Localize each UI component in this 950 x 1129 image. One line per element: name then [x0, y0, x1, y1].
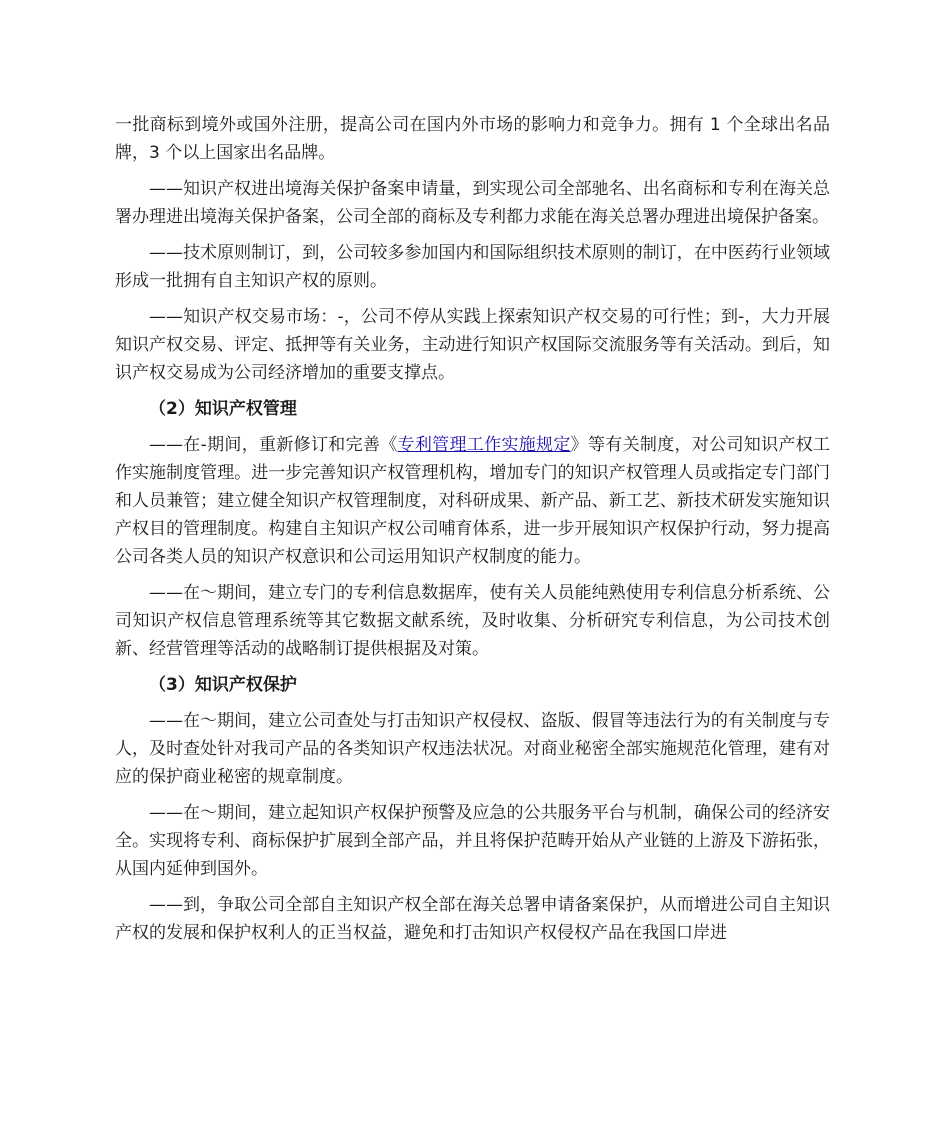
- section-heading-ip-protection: （3）知识产权保护: [149, 675, 297, 695]
- paragraph-customs-protection: ——知识产权进出境海关保护备案申请量，到实现公司全部驰名、出名商标和专利在海关总署办理进出境海关保护备案，公司全部的商标及专利都力求能在海关总署办理进出境保护备案。: [115, 179, 830, 227]
- patent-regulation-link[interactable]: 专利管理工作实施规定: [397, 435, 571, 455]
- paragraph-early-warning-platform: ——在～期间，建立起知识产权保护预警及应急的公共服务平台与机制，确保公司的经济安全。实现将专利、商标保护扩展到全部产品，并且将保护范畴开始从产业链的上游及下游拓张，从国内延伸到国外。: [115, 803, 830, 879]
- section-heading-ip-management: （2）知识产权管理: [149, 399, 297, 419]
- paragraph-technical-standards: ——技术原则制订，到，公司较多参加国内和国际组织技术原则的制订，在中医药行业领域形成一批拥有自主知识产权的原则。: [115, 243, 830, 291]
- paragraph-ip-management-system: [115, 431, 830, 571]
- paragraph-text-after-link: 》等有关制度，对公司知识产权工作实施制度管理。进一步完善知识产权管理机构，增加专门的知识产权管理人员或指定专门部门和人员兼管；建立健全知识产权管理制度，对科研成果、新产品、新工艺、新技术研发实施知识产权目的管理制度。构建自主知识产权公司哺育体系，进一步开展知识产权保护行动，努力提高公司各类人员的知识产权意识和公司运用知识产权制度的能力。: [115, 435, 831, 567]
- paragraph-text-before-link: ——在-期间，重新修订和完善《: [149, 435, 398, 455]
- paragraph-infringement-enforcement: ——在～期间，建立公司查处与打击知识产权侵权、盗版、假冒等违法行为的有关制度与专人，及时查处针对我司产品的各类知识产权违法状况。对商业秘密全部实施规范化管理，建有对应的保护商业秘密的规章制度。: [115, 711, 830, 787]
- paragraph-patent-database: ——在～期间，建立专门的专利信息数据库，使有关人员能纯熟使用专利信息分析系统、公司知识产权信息管理系统等其它数据文献系统，及时收集、分析研究专利信息，为公司技术创新、经营管理等活动的战略制订提供根据及对策。: [115, 583, 830, 659]
- paragraph-customs-filing-goal: ——到，争取公司全部自主知识产权全部在海关总署申请备案保护，从而增进公司自主知识产权的发展和保护权利人的正当权益，避免和打击知识产权侵权产品在我国口岸进: [115, 895, 830, 943]
- document-page: [115, 111, 830, 955]
- paragraph-trademark-registration: 一批商标到境外或国外注册，提高公司在国内外市场的影响力和竞争力。拥有 1 个全球出名品牌，3 个以上国家出名品牌。: [115, 115, 830, 163]
- paragraph-ip-trading-market: ——知识产权交易市场：-，公司不停从实践上探索知识产权交易的可行性；到-，大力开展知识产权交易、评定、抵押等有关业务，主动进行知识产权国际交流服务等有关活动。到后，知识产权交易成为公司经济增加的重要支撑点。: [115, 307, 830, 383]
